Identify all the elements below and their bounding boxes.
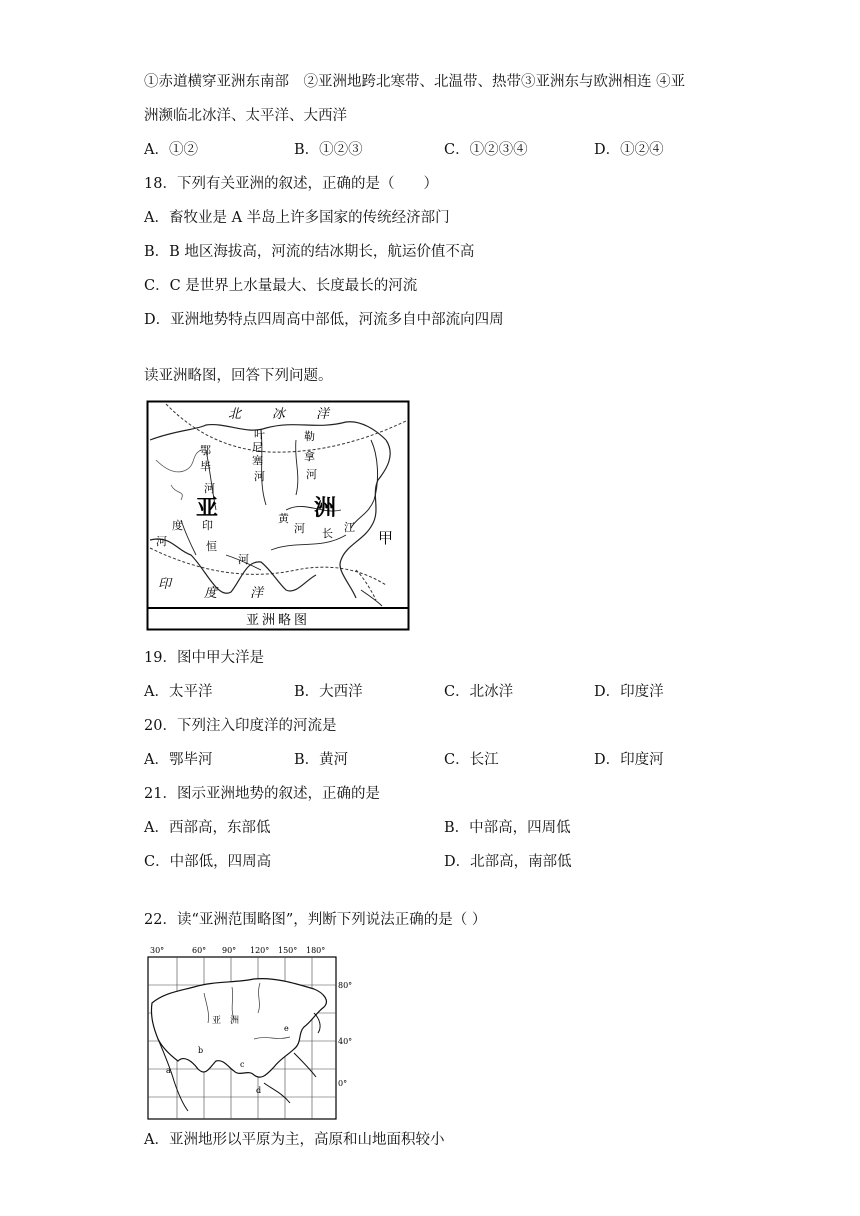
q17-statement-line1: ①赤道横穿亚洲东南部 ②亚洲地跨北寒带、北温带、热带③亚洲东与欧洲相连 ④亚 (144, 74, 686, 90)
q19-option-b: B．大西洋 (294, 684, 363, 700)
map2-letter-a: a (166, 1066, 171, 1075)
q20-option-d: D．印度河 (594, 752, 664, 768)
label-arctic-1: 北 (228, 407, 242, 422)
label-indus-3: 河 (156, 535, 167, 548)
q17-option-d: D．①②④ (594, 142, 664, 158)
label-lena-2: 拿 (304, 450, 315, 463)
q21-option-b: B．中部高，四周低 (444, 820, 571, 836)
label-ganges-2: 河 (238, 553, 249, 566)
lat-label-0: 0° (338, 1079, 348, 1088)
map2-letter-d: d (256, 1086, 262, 1095)
label-jia: 甲 (378, 529, 394, 547)
label-indus-2: 度 (172, 519, 183, 532)
q18-option-a: A．畜牧业是 A 半岛上许多国家的传统经济部门 (144, 210, 450, 226)
label-lena-3: 河 (306, 468, 317, 481)
label-huang-1: 黄 (278, 512, 289, 525)
lon-label-90: 90° (222, 946, 237, 955)
q20-option-c: C．长江 (444, 752, 499, 768)
lon-label-30: 30° (150, 946, 165, 955)
q21-option-c: C．中部低，四周高 (144, 854, 272, 870)
label-lena-1: 勒 (304, 430, 315, 443)
label-ob-2: 毕 (200, 460, 211, 473)
label-ganges-1: 恒 (206, 540, 217, 553)
q21-option-a: A．西部高，东部低 (144, 820, 271, 836)
map2-letter-b: b (198, 1046, 204, 1055)
lat-label-40: 40° (338, 1037, 353, 1046)
q17-option-c: C．①②③④ (444, 142, 528, 158)
label-ob-3: 河 (204, 482, 215, 495)
label-yenisei-2: 尼 (252, 441, 263, 454)
q17-option-a: A．①② (144, 142, 198, 158)
q18-option-d: D．亚洲地势特点四周高中部低，河流多自中部流向四周 (144, 312, 504, 328)
q22-option-a: A．亚洲地形以平原为主，高原和山地面积较小 (144, 1132, 445, 1148)
label-arctic-3: 洋 (316, 407, 330, 422)
label-indus-1: 印 (202, 519, 213, 532)
label-asia-2: 洲 (314, 495, 337, 521)
label-yenisei-3: 塞 (252, 454, 263, 467)
q17-statement-line2: 洲濒临北冰洋、太平洋、大西洋 (144, 108, 347, 124)
lon-label-150: 150° (278, 946, 298, 955)
q18-stem: 18．下列有关亚洲的叙述，正确的是（ ） (144, 176, 438, 192)
label-yangtze-1: 长 (322, 527, 333, 540)
label-indian-2: 度 (204, 586, 218, 601)
q20-option-b: B．黄河 (294, 752, 349, 768)
asia-extent-map (144, 943, 356, 1124)
lon-label-180: 180° (306, 946, 326, 955)
label-yenisei-1: 叶 (254, 428, 265, 441)
map-intro: 读亚洲略图，回答下列问题。 (144, 368, 333, 384)
q21-stem: 21．图示亚洲地势的叙述，正确的是 (144, 786, 380, 802)
q19-stem: 19．图中甲大洋是 (144, 650, 264, 666)
lon-label-60: 60° (192, 946, 207, 955)
lon-label-120: 120° (250, 946, 270, 955)
q19-option-a: A．太平洋 (144, 684, 213, 700)
map2-asia-label: 亚 洲 (212, 1016, 240, 1026)
label-indian-1: 印 (158, 577, 172, 592)
map2-letter-c: c (240, 1060, 245, 1069)
q22-stem: 22．读“亚洲范围略图”，判断下列说法正确的是（ ） (144, 912, 487, 928)
q17-option-b: B．①②③ (294, 142, 363, 158)
q19-option-d: D．印度洋 (594, 684, 664, 700)
label-huang-2: 河 (294, 522, 305, 535)
q19-option-c: C．北冰洋 (444, 684, 514, 700)
q20-stem: 20．下列注入印度洋的河流是 (144, 718, 337, 734)
label-asia-1: 亚 (196, 495, 219, 521)
label-indian-3: 洋 (250, 586, 264, 601)
label-ob-1: 鄂 (200, 444, 211, 457)
label-yangtze-2: 江 (344, 521, 355, 534)
map1-caption: 亚洲略图 (245, 613, 311, 628)
asia-sketch-map (146, 400, 410, 631)
map2-letter-e: e (284, 1024, 289, 1033)
q18-option-c: C．C 是世界上水量最大、长度最长的河流 (144, 278, 418, 294)
label-arctic-2: 冰 (272, 407, 286, 422)
q20-option-a: A．鄂毕河 (144, 752, 213, 768)
q18-option-b: B．B 地区海拔高，河流的结冰期长，航运价值不高 (144, 244, 475, 260)
q21-option-d: D．北部高，南部低 (444, 854, 572, 870)
label-yenisei-4: 河 (254, 470, 265, 483)
lat-label-80: 80° (338, 981, 353, 990)
